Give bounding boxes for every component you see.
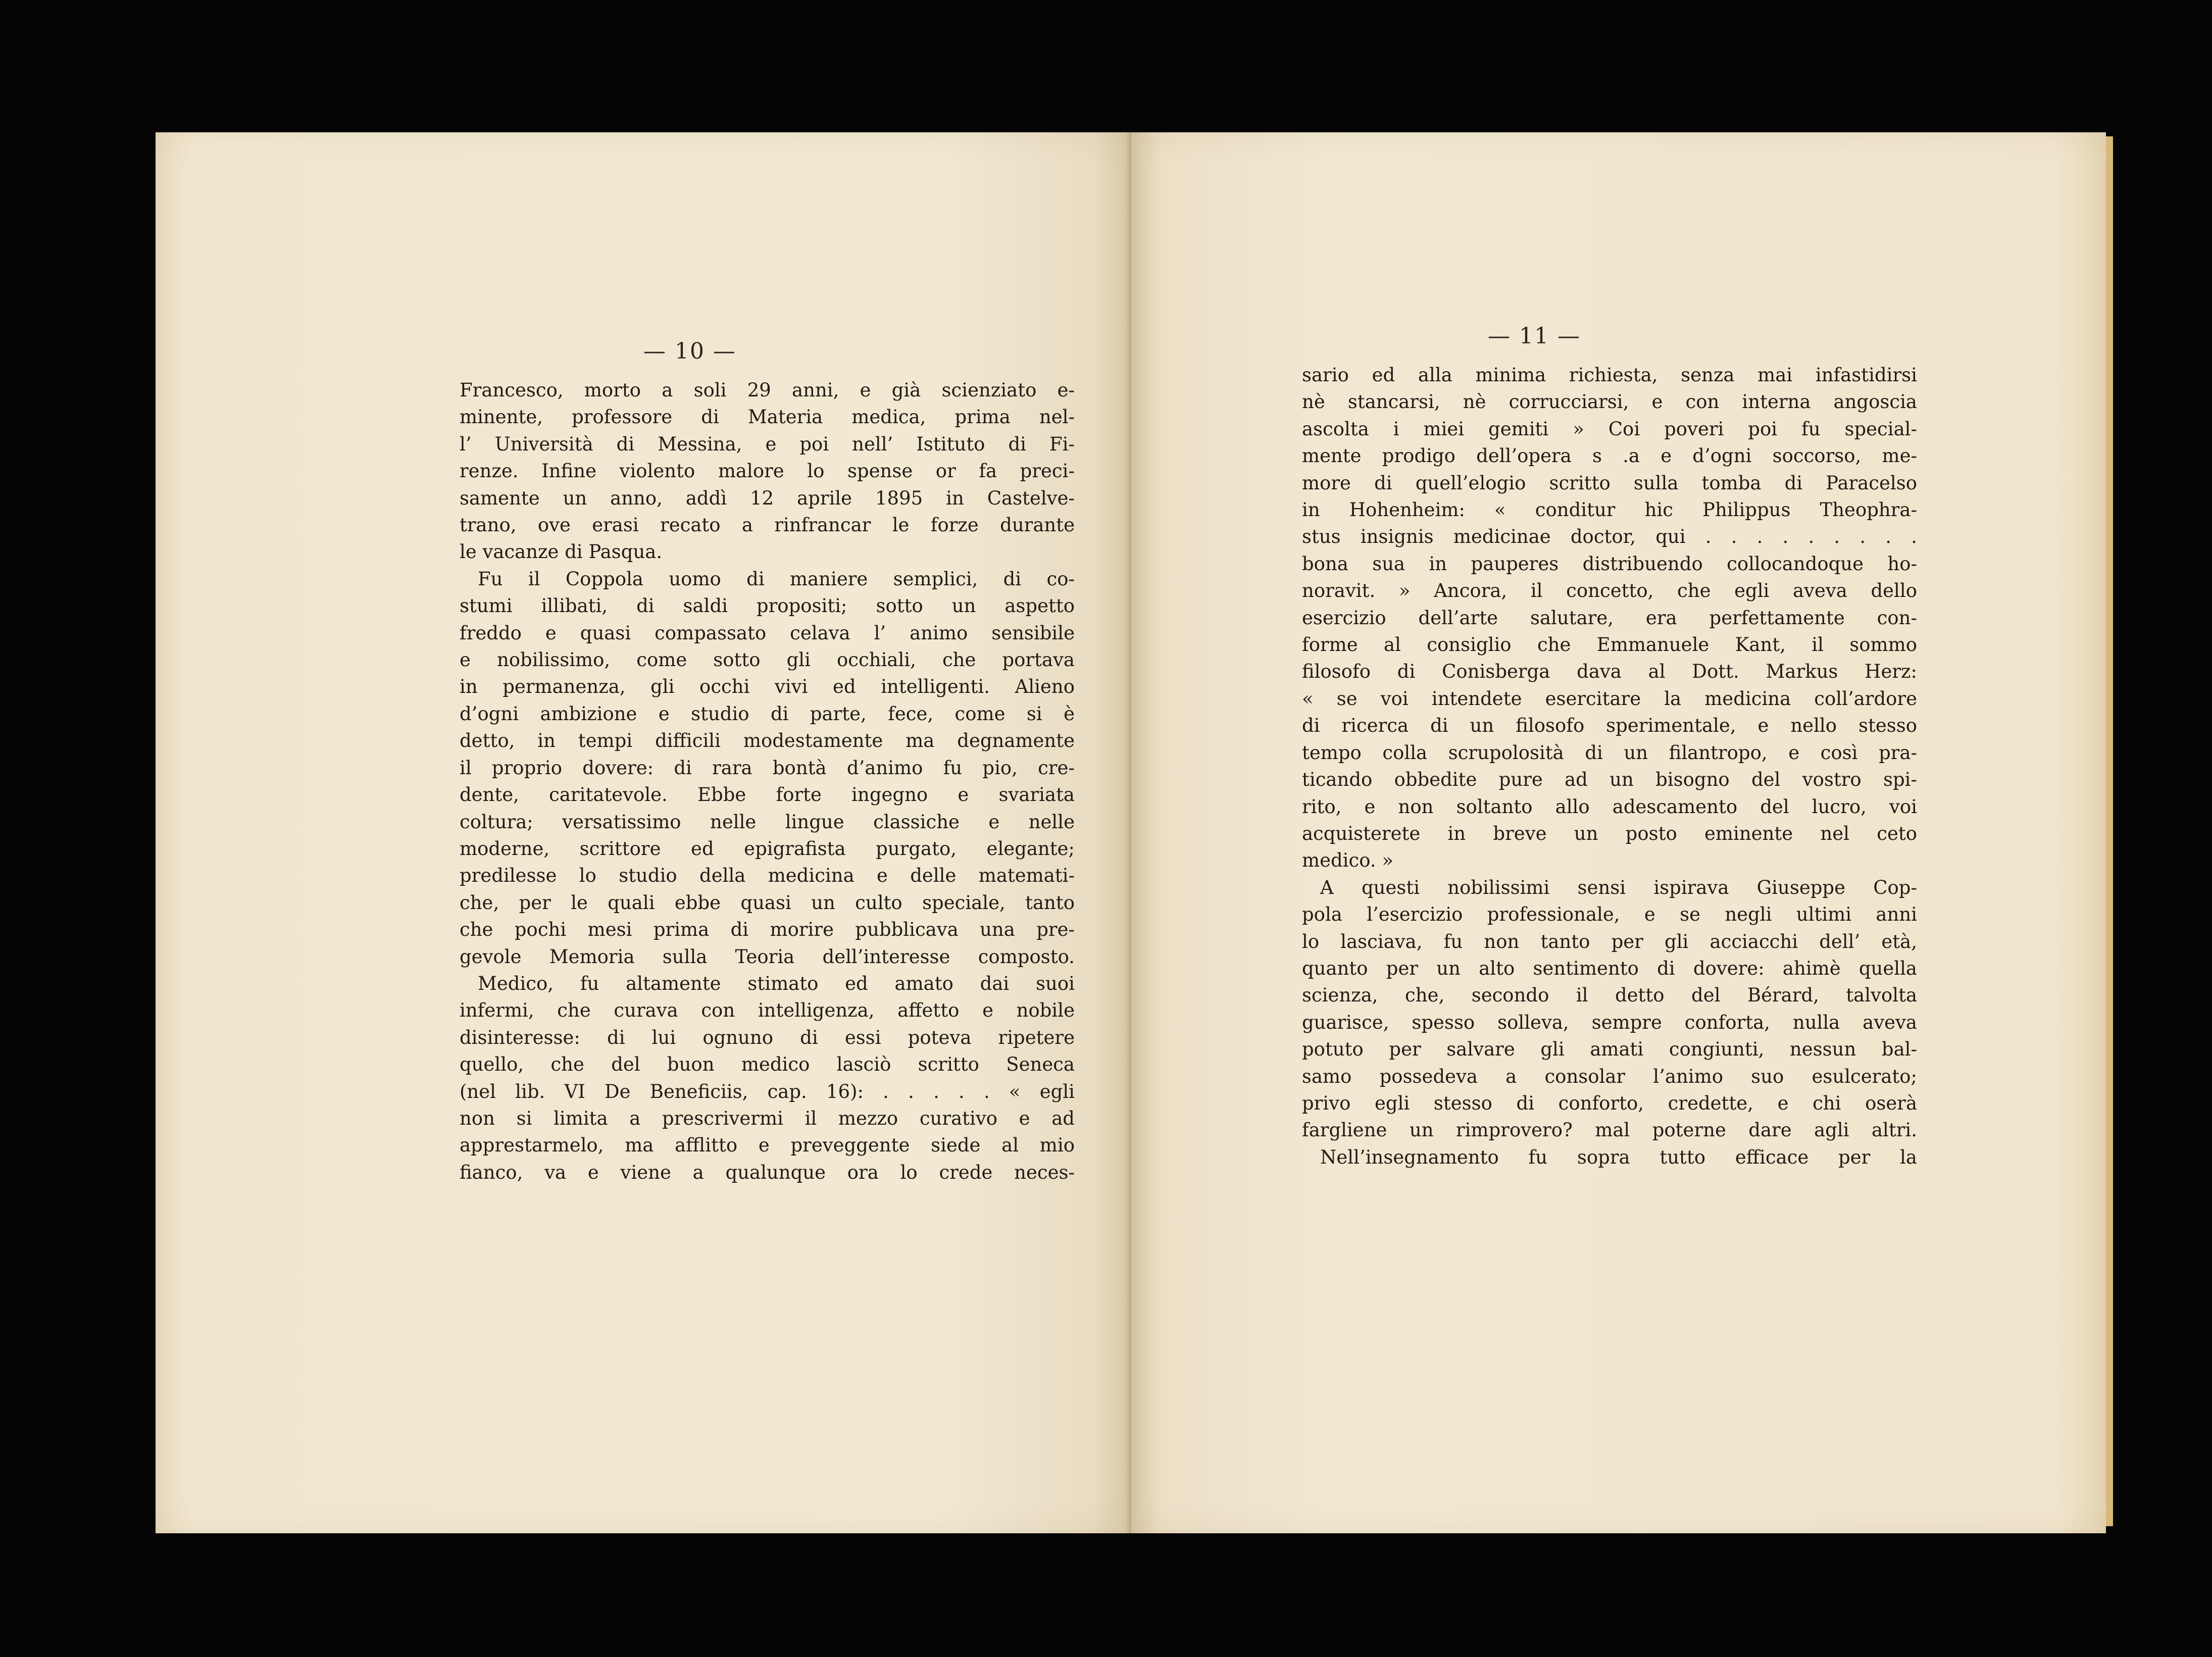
text-line: (nel lib. VI De Beneficiis, cap. 16): . . . . . « egli [460, 1080, 1075, 1102]
text-line: e nobilissimo, come sotto gli occhiali, che portava [460, 649, 1075, 671]
text-line: bona sua in pauperes distribuendo collocandoque ho- [1302, 553, 1917, 575]
text-line: guarisce, spesso solleva, sempre conforta, nulla aveva [1302, 1011, 1917, 1033]
text-line: A questi nobilissimi sensi ispirava Giuseppe Cop- [1320, 876, 1917, 898]
text-line: fargliene un rimprovero? mal poterne dare agli altri. [1302, 1119, 1917, 1141]
text-line: d’ogni ambizione e studio di parte, fece, come si è [460, 702, 1075, 725]
text-line: « se voi intendete esercitare la medicina coll’ardore [1302, 687, 1917, 710]
text-line: quello, che del buon medico lasciò scritto Seneca [460, 1053, 1075, 1076]
page-text [460, 377, 1075, 1186]
text-line: renze. Infine violento malore lo spense or fa preci- [460, 460, 1075, 482]
text-line: ascolta i miei gemiti » Coi poveri poi fu special- [1302, 418, 1917, 440]
page-text [1302, 362, 1917, 1171]
text-line: stus insignis medicinae doctor, qui . . . . . . . . . [1302, 526, 1917, 548]
text-line: coltura; versatissimo nelle lingue classiche e nelle [460, 811, 1075, 833]
left-page [156, 132, 1131, 1533]
text-line: che pochi mesi prima di morire pubblicava una pre- [460, 919, 1075, 941]
text-line: rito, e non soltanto allo adescamento del lucro, voi [1302, 795, 1917, 818]
text-line: tempo colla scrupolosità di un filantropo, e così pra- [1302, 741, 1917, 764]
text-line: infermi, che curava con intelligenza, affetto e nobile [460, 999, 1075, 1022]
text-line: potuto per salvare gli amati congiunti, nessun bal- [1302, 1038, 1917, 1061]
text-line: che, per le quali ebbe quasi un culto speciale, tanto [460, 891, 1075, 914]
text-line: acquisterete in breve un posto eminente nel ceto [1302, 822, 1917, 844]
text-line: sario ed alla minima richiesta, senza mai infastidirsi [1302, 364, 1917, 386]
text-line: fianco, va e viene a qualunque ora lo crede neces- [460, 1161, 1075, 1183]
text-line: le vacanze di Pasqua. [460, 541, 663, 563]
text-line: dente, caritatevole. Ebbe forte ingegno e svariata [460, 784, 1075, 806]
text-line: il proprio dovere: di rara bontà d’animo fu pio, cre- [460, 757, 1075, 779]
text-line: minente, professore di Materia medica, prima nel- [460, 406, 1075, 428]
page-number: — 10 — [643, 338, 736, 364]
text-line: pola l’esercizio professionale, e se negli ultimi anni [1302, 903, 1917, 926]
text-line: noravit. » Ancora, il concetto, che egli aveva dello [1302, 580, 1917, 602]
right-page [1131, 132, 2106, 1533]
text-line: samente un anno, addì 12 aprile 1895 in Castelve- [460, 487, 1075, 509]
text-line: nè stancarsi, nè corrucciarsi, e con interna angoscia [1302, 391, 1917, 413]
text-line: privo egli stesso di conforto, credette, e chi oserà [1302, 1092, 1917, 1114]
text-line: Nell’insegnamento fu sopra tutto efficace per la [1320, 1146, 1917, 1168]
text-line: apprestarmelo, ma afflitto e preveggente siede al mio [460, 1134, 1075, 1157]
text-line: esercizio dell’arte salutare, era perfettamente con- [1302, 607, 1917, 629]
text-line: gevole Memoria sulla Teoria dell’interesse composto. [460, 945, 1075, 968]
text-line: l’ Università di Messina, e poi nell’ Istituto di Fi- [460, 433, 1075, 455]
text-line: in permanenza, gli occhi vivi ed intelligenti. Alieno [460, 676, 1075, 698]
text-line: quanto per un alto sentimento di dovere: ahimè quella [1302, 957, 1917, 979]
text-line: Fu il Coppola uomo di maniere semplici, di co- [478, 568, 1075, 590]
text-line: di ricerca di un filosofo sperimentale, e nello stesso [1302, 715, 1917, 737]
page-number: — 11 — [1488, 323, 1581, 349]
text-line: more di quell’elogio scritto sulla tomba di Paracelso [1302, 472, 1917, 494]
text-line: ticando obbedite pure ad un bisogno del vostro spi- [1302, 769, 1917, 791]
text-line: Medico, fu altamente stimato ed amato dai suoi [478, 972, 1075, 994]
text-line: lo lasciava, fu non tanto per gli acciacchi dell’ età, [1302, 930, 1917, 952]
text-line: in Hohenheim: « conditur hic Philippus Theophra- [1302, 499, 1917, 521]
text-line: filosofo di Conisberga dava al Dott. Markus Herz: [1302, 661, 1917, 683]
text-line: forme al consiglio che Emmanuele Kant, il sommo [1302, 634, 1917, 656]
text-line: detto, in tempi difficili modestamente ma degnamente [460, 730, 1075, 752]
text-line: trano, ove erasi recato a rinfrancar le forze durante [460, 514, 1075, 536]
text-line: freddo e quasi compassato celava l’ animo sensibile [460, 622, 1075, 644]
text-line: Francesco, morto a soli 29 anni, e già scienziato e- [460, 379, 1075, 401]
text-line: non si limita a prescrivermi il mezzo curativo e ad [460, 1107, 1075, 1129]
text-line: disinteresse: di lui ognuno di essi poteva ripetere [460, 1026, 1075, 1048]
text-line: predilesse lo studio della medicina e delle matemati- [460, 865, 1075, 887]
book-spread [156, 132, 2106, 1533]
text-line: stumi illibati, di saldi propositi; sotto un aspetto [460, 595, 1075, 617]
text-line: moderne, scrittore ed epigrafista purgato, elegante; [460, 837, 1075, 860]
text-line: mente prodigo dell’opera s .a e d’ogni soccorso, me- [1302, 445, 1917, 467]
text-line: medico. » [1302, 849, 1394, 872]
text-line: scienza, che, secondo il detto del Bérard, talvolta [1302, 984, 1917, 1007]
text-line: samo possedeva a consolar l’animo suo esulcerato; [1302, 1065, 1917, 1087]
